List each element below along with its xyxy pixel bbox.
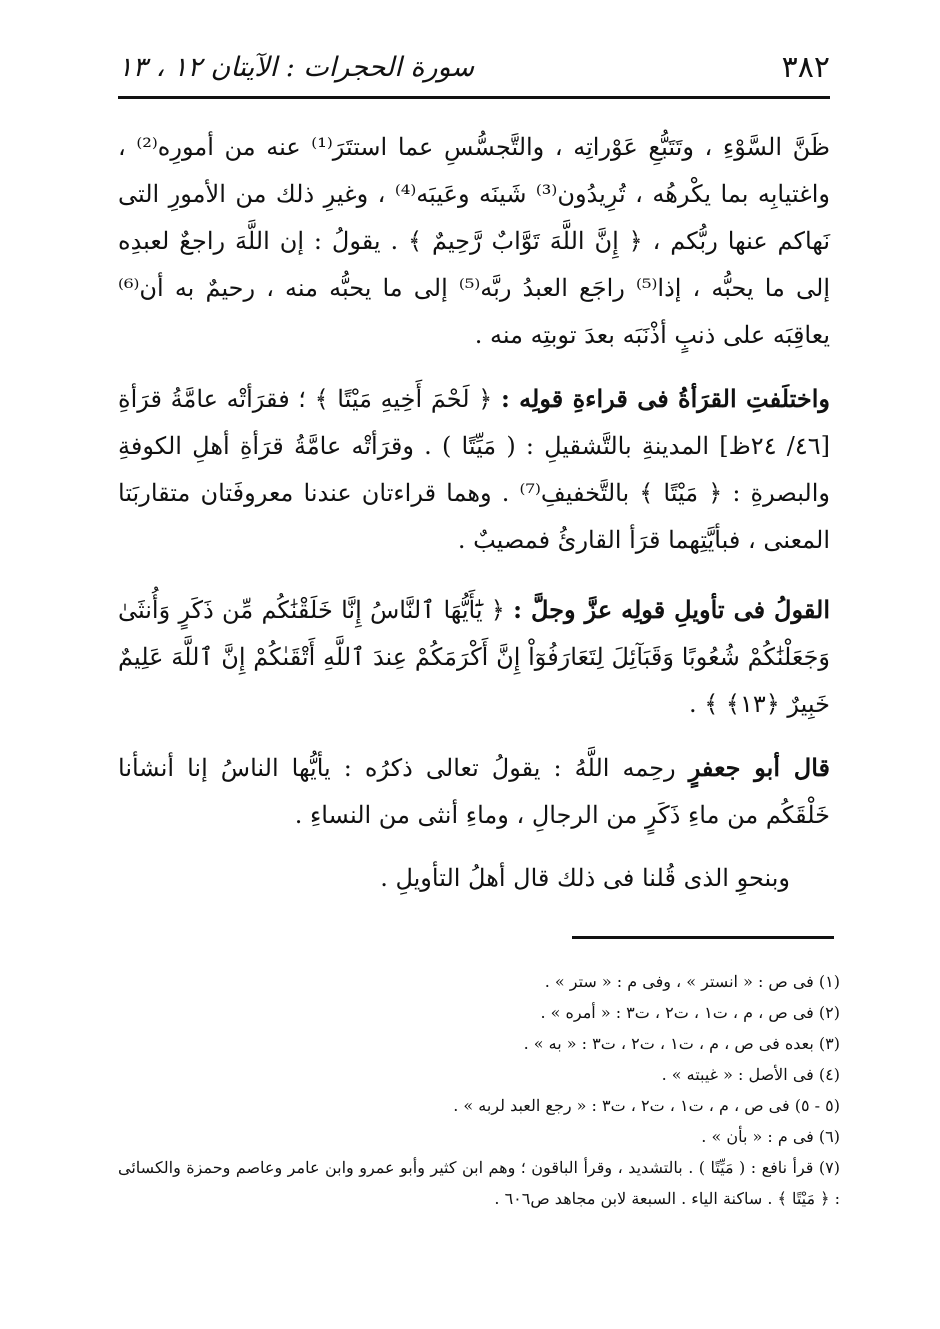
paragraph-2-lead: واختلَفتِ القرَأةُ فى قراءةِ قولِه : [500, 384, 831, 413]
footnote-rule [572, 936, 834, 939]
paragraph-1-text: ظَنَّ السَّوْءِ ، وتَتَبُّعِ عَوْراتِه ، والتَّجسُّسِ عما استتَرَ⁽¹⁾ عنه من أمورِه⁽²⁾ ، واغتيابِه بما يكْرهُه ، تُرِيدُون⁽³⁾ شَينَه وعَيبَه⁽⁴⁾ ، وغيرِ ذلك من الأمورِ التى نَهاكم عنها ربُّكم ، ﴿ إِنَّ اللَّهَ تَوَّابٌ رَّحِيمٌ ﴾ . يقولُ : إن اللَّهَ راجعٌ لعبدِه إلى ما يحبُّه ، إذا⁽⁵⁾ راجَع العبدُ ربَّه⁽⁵⁾ إلى ما يحبُّه منه ، رحيمٌ به أن⁽⁶⁾ يعاقِبَه على ذنبٍ أذْنَبَه بعدَ توبتِه منه . [118, 133, 830, 349]
page-number: ٣٨٢ [781, 49, 830, 85]
paragraph-5-text: وبنحوِ الذى قُلنا فى ذلك قال أهلُ التأويلِ . [380, 864, 790, 892]
footnote-6: (٦) فى م : « بأن » . [701, 1127, 840, 1146]
paragraph-3-text: ﴿ يَٰٓأَيُّهَا ٱلنَّاسُ إِنَّا خَلَقْنَٰكُم مِّن ذَكَرٍ وَأُنثَىٰ وَجَعَلْنَٰكُمْ شُعُوبًا وَقَبَآئِلَ لِتَعَارَفُوٓاْ إِنَّ أَكْرَمَكُمْ عِندَ ٱللَّهِ أَتْقَىٰكُمْ إِنَّ ٱللَّهَ عَلِيمٌ خَبِيرٌ ﴿١٣﴾ ﴾ . [118, 596, 830, 718]
paragraph-4-lead: قال أبو جعفرٍ [688, 753, 830, 782]
footnote-1: (١) فى ص : « انستر » ، وفى م : « ستر » . [544, 972, 840, 991]
footnote-3: (٣) بعده فى ص ، م ، ت١ ، ت٢ ، ت٣ : « به » . [523, 1034, 840, 1053]
footnote-2: (٢) فى ص ، م ، ت١ ، ت٢ ، ت٣ : « أمره » . [540, 1003, 840, 1022]
paragraph-3-lead: القولُ فى تأويلِ قولِه عزَّ وجلَّ : [513, 595, 831, 624]
paragraph-1 [118, 124, 830, 359]
footnote-7: (٧) قرأ نافع : ( مَيِّتًا ) . بالتشديد ، وقرأ الباقون ؛ وهم ابن كثير وأبو عمرو وابن عامر وعاصم وحمزة والكسائى : ﴿ مَيْتًا ﴾ . ساكنة الياء . السبعة لابن مجاهد ص٦٠٦ . [118, 1158, 840, 1208]
page-header [118, 42, 830, 92]
paragraph-4-text: رحِمه اللَّهُ : يقولُ تعالى ذكرُه : يأيُّها الناسُ إنا أنشأنا خَلْقَكُم من ماءِ ذَكَرٍ من الرجالِ ، وماءِ أنثى من النساءِ . [118, 754, 830, 829]
header-rule [118, 96, 830, 99]
paragraph-5 [118, 855, 830, 902]
main-text [118, 124, 830, 902]
paragraph-2-text: ﴿ لَحْمَ أَخِيهِ مَيْتًا ﴾ ؛ فقرَأتْه عامَّةُ قرَأةِ [٤٦/ ٢٤ظ] المدينةِ بالتَّشقيلِ : ( مَيِّتًا ) . وقرَأتْه عامَّةُ قرَأةِ أهلِ الكوفةِ والبصرةِ : ﴿ مَيْتًا ﴾ بالتَّخفيفِ⁽⁷⁾ . وهما قراءتان عندنا معروفَتان متقاربَتا المعنى ، فبأيَّتِهما قرَأ القارئُ فمصيبٌ . [118, 385, 831, 554]
running-title: سورة الحجرات : الآيتان ١٢ ، ١٣ [118, 51, 475, 83]
paragraph-3 [118, 586, 830, 728]
footnote-4: (٤) فى الأصل : « غيبته » . [661, 1065, 840, 1084]
footnote-5: (٥ - ٥) فى ص ، م ، ت١ ، ت٢ ، ت٣ : « رجع العبد لربه » . [453, 1096, 840, 1115]
paragraph-2 [118, 375, 830, 564]
paragraph-4 [118, 744, 830, 839]
footnotes [118, 966, 840, 1214]
